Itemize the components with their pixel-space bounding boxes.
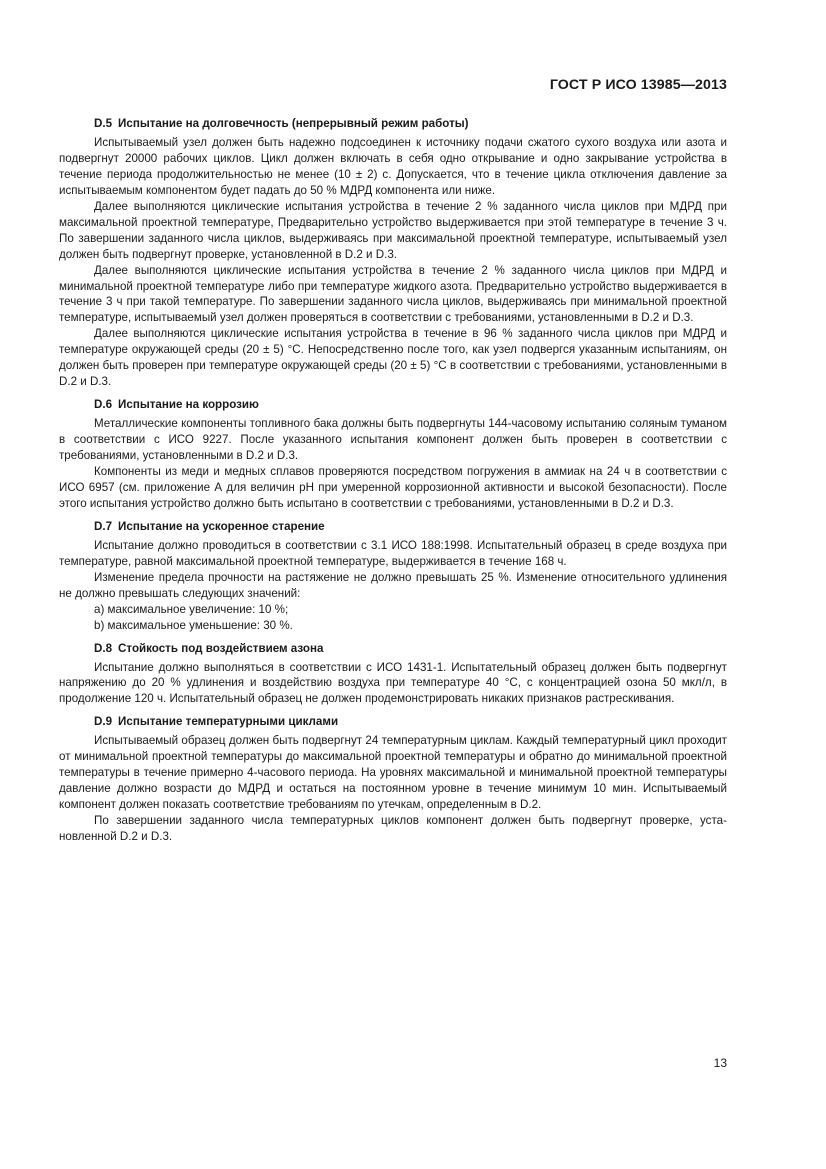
- section-d8: [59, 641, 727, 708]
- paragraph: Металлические компоненты топливного бака должны быть подвергнуты 144-часовому испытанию соляным туманом в соответствии с ИСО 9227. После указанного испытания компонент должен быть проверен в соответствии с требованиями, установленными в D.2 и D.3.: [59, 417, 727, 463]
- paragraph: Далее выполняются циклические испытания устройства в течение 2 % заданного числа циклов при МДРД и минимальной проектной температуре либо при температуре жидкого азота. Предварительно устройство выдерживается в течение 3 ч при такой температуре. По завершении заданного числа циклов, выдерживаясь при минимальной проектной температуре, испытываемый узел должен проверяться в соответствии с требованиями, установленными в D.2 и D.3.: [59, 263, 727, 325]
- section-heading: [59, 519, 727, 535]
- document-body: [59, 116, 727, 852]
- paragraph: Далее выполняются циклические испытания устройства в течение 2 % заданного числа циклов при МДРД при максимальной проектной температуре, Предварительно устройство выдерживается при этой температуре в течение 3 ч. По завершении заданного числа циклов, выдерживаясь при максимальной проектной температуре, испытываемый узел должен быть подвергнут проверке, установленной в D.2 и D.3.: [59, 199, 727, 261]
- section-number: D.8: [94, 641, 113, 655]
- section-number: D.9: [94, 715, 113, 729]
- section-heading: [59, 641, 727, 657]
- section-title: Испытание температурными циклами: [118, 715, 339, 729]
- section-heading: [59, 397, 727, 413]
- section-d7: [59, 519, 727, 634]
- document-id-header: ГОСТ Р ИСО 13985—2013: [549, 77, 727, 93]
- section-d6: [59, 397, 727, 512]
- section-title: Испытание на долговечность (непрерывный режим работы): [118, 117, 469, 130]
- section-d5: [59, 116, 727, 390]
- list-item: b) максимальное уменьшение: 30 %.: [94, 618, 293, 632]
- paragraph: Испытание должно проводиться в соответствии с 3.1 ИСО 188:1998. Испытательный образец в среде воздуха при температуре, равной максимальной проектной температуре, выдерживается в течение 168 ч.: [59, 538, 727, 568]
- paragraph: Испытание должно выполняться в соответствии с ИСО 1431-1. Испытательный образец должен быть подвергнут напряжению до 20 % удлинения и воздействию воздуха при температуре 40 °С, с концентрацией озона 50 мкл/л, в продолжение 120 ч. Испытательный образец не должен продемонстрировать никаких признаков растрескивания.: [59, 660, 727, 706]
- section-title: Стойкость под воздействием азона: [118, 641, 324, 655]
- section-title: Испытание на ускоренное старение: [118, 519, 325, 533]
- section-number: D.5: [94, 117, 113, 130]
- paragraph: По завершении заданного числа температурных циклов компонент должен быть подвергнут проверке, установленной D.2 и D.3.: [59, 814, 727, 844]
- list-item: a) максимальное увеличение: 10 %;: [94, 602, 289, 616]
- section-number: D.7: [94, 519, 113, 533]
- paragraph: Испытываемый узел должен быть надежно подсоединен к источнику подачи сжатого сухого воздуха или азота и подвергнут 20000 рабочих циклов. Цикл должен включать в себя одно открывание и одно закрывание устройства в течение периода продолжительностью не менее (10 ± 2) с. Допускается, что в течение цикла отключения давление за испытываемым компонентом будет падать до 50 % МДРД компонента или ниже.: [59, 135, 727, 197]
- section-title: Испытание на коррозию: [118, 398, 259, 412]
- section-d9: [59, 714, 727, 845]
- page-number: 13: [713, 1056, 727, 1070]
- paragraph: Испытываемый образец должен быть подвергнут 24 температурным циклам. Каждый температурный цикл проходит от минимальной проектной температуры до максимальной проектной температуры и обратно до минимальной проектной температуры в течение примерно 4-часового периода. На уровнях максимальной и минимальной проектной температуры давление должно возрасти до МДРД и остаться на постоянном уровне в течение минимум 10 мин. Испытываемый компонент должен показать соответствие требованиям по утечкам, определенным в D.2.: [59, 734, 727, 812]
- paragraph: Компоненты из меди и медных сплавов проверяются посредством погружения в аммиак на 24 ч в соответствии с ИСО 6957 (см. приложение А для величин рН при умеренной коррозионной активности и высокой безопасности). После этого испытания устройство должно быть испытано в соответствии с требованиями, установленными в D.2 и D.3.: [59, 465, 727, 510]
- paragraph: Изменение предела прочности на растяжение не должно превышать 25 %. Изменение относительного удлинения не должно превышать следующих значений:: [59, 570, 727, 600]
- section-heading: [59, 714, 727, 730]
- section-number: D.6: [94, 398, 113, 412]
- paragraph: Далее выполняются циклические испытания устройства в течение в 96 % заданного числа циклов при МДРД и температуре окружающей среды (20 ± 5) °С. Непосредственно после того, как узел подвергся указанным испытаниям, он должен быть проверен при температуре окружающей среды (20 ± 5) °С в соответствии с требованиями, установленными в D.2 и D.3.: [59, 327, 727, 389]
- section-heading: [59, 116, 727, 132]
